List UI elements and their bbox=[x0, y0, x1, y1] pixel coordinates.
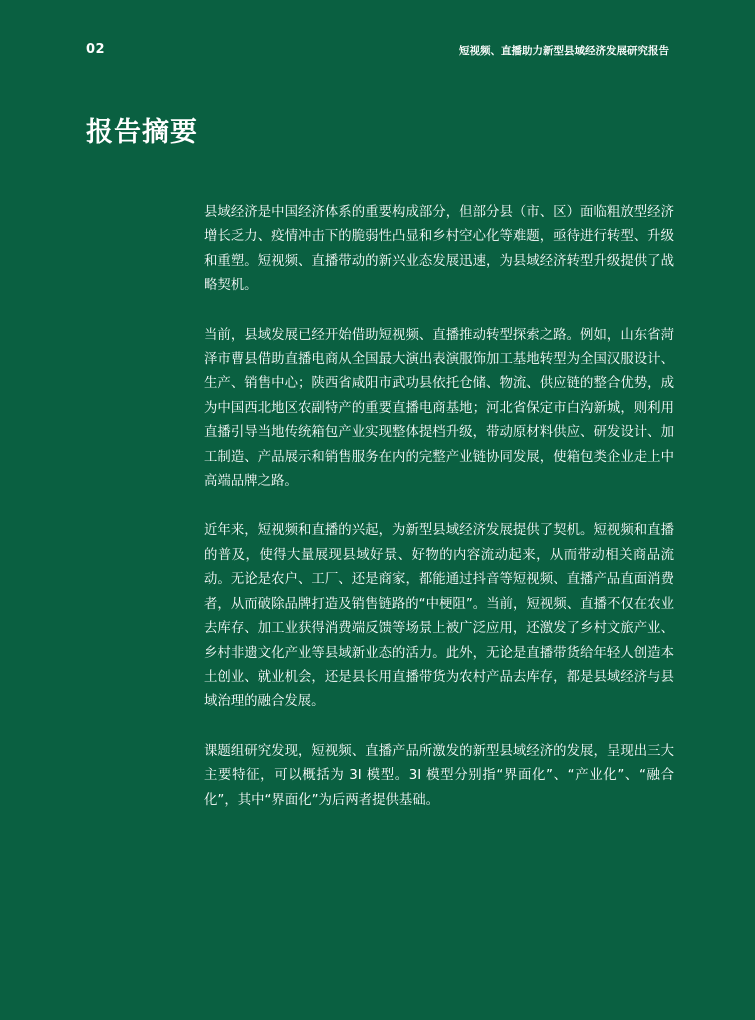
running-header-title: 短视频、直播助力新型县域经济发展研究报告 bbox=[459, 45, 669, 57]
paragraph-transformation-examples: 当前，县域发展已经开始借助短视频、直播推动转型探索之路。例如，山东省菏泽市曹县借助直播电商从全国最大演出表演服饰加工基地转型为全国汉服设计、生产、销售中心；陕西省咸阳市武功县依托仓储、物流、供应链的整合优势，成为中国西北地区农副特产的重要直播电商基地；河北省保定市白沟新城，则利用直播引导当地传统箱包产业实现整体提档升级，带动原材料供应、研发设计、加工制造、产品展示和销售服务在内的完整产业链协同发展，使箱包类企业走上中高端品牌之路。 bbox=[204, 327, 674, 490]
paragraph-short-video-opportunity: 近年来，短视频和直播的兴起，为新型县域经济发展提供了契机。短视频和直播的普及，使得大量展现县域好景、好物的内容流动起来，从而带动相关商品流动。无论是农户、工厂、还是商家，都能通过抖音等短视频、直播产品直面消费者，从而破除品牌打造及销售链路的“中梗阻”。当前，短视频、直播不仅在农业去库存、加工业获得消费端反馈等场景上被广泛应用，还激发了乡村文旅产业、乡村非遗文化产业等县域新业态的活力。此外，无论是直播带货给年轻人创造本土创业、就业机会，还是县长用直播带货为农村产品去库存，都是县域经济与县域治理的融合发展。 bbox=[204, 523, 674, 710]
page-number: 02 bbox=[86, 42, 106, 57]
summary-body bbox=[204, 201, 674, 838]
section-title: 报告摘要 bbox=[86, 117, 198, 148]
paragraph-3i-model: 课题组研究发现，短视频、直播产品所激发的新型县域经济的发展，呈现出三大主要特征，可以概括为 3I 模型。3I 模型分别指“界面化”、“产业化”、“融合化”，其中“界面化”为后两者提供基础。 bbox=[204, 743, 674, 808]
paragraph-county-economy: 县域经济是中国经济体系的重要构成部分，但部分县（市、区）面临粗放型经济增长乏力、疫情冲击下的脆弱性凸显和乡村空心化等难题，亟待进行转型、升级和重塑。短视频、直播带动的新兴业态发展迅速，为县域经济转型升级提供了战略契机。 bbox=[204, 205, 674, 294]
